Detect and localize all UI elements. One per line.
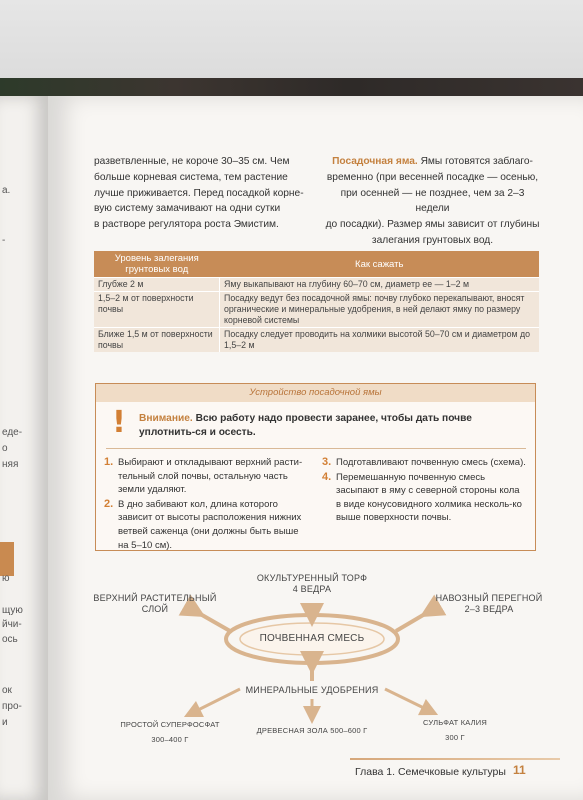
divider <box>106 448 526 449</box>
list-item <box>104 456 309 497</box>
text-line: залегания грунтовых вод. <box>371 234 494 246</box>
table-row <box>94 292 539 328</box>
step-text: Выбирают и откладывают верхний расти-тельный слой почвы, остальную часть земли удаляют. <box>118 457 303 496</box>
steps-left <box>104 456 309 553</box>
prev-page-fragment: - <box>2 235 6 246</box>
box-title: Устройство посадочной ямы <box>96 384 535 402</box>
label-line: 300–400 Г <box>151 735 189 744</box>
top-label <box>230 573 394 595</box>
table-header-cell: Уровень залегания грунтовых вод <box>94 251 220 278</box>
step-number: 4. <box>322 470 332 483</box>
label-line: 300 Г <box>445 733 465 742</box>
text-line: вую систему замачивают на одни сутки <box>94 203 281 215</box>
label-line: ВЕРХНИЙ РАСТИТЕЛЬНЫЙ <box>93 593 217 603</box>
center-label: ПОЧВЕННАЯ СМЕСЬ <box>259 633 365 644</box>
warning-body: Всю работу надо провести заранее, чтобы дать почве уплотнить-ся и осесть. <box>139 413 472 438</box>
table-cell: Яму выкапывают на глубину 60–70 см, диаметр ее — 1–2 м <box>220 278 540 292</box>
prev-page-fragment: а. <box>2 185 11 196</box>
label-line: СУЛЬФАТ КАЛИЯ <box>422 718 487 727</box>
table-row <box>94 328 539 353</box>
prev-page-accent-bar <box>0 542 14 576</box>
text-line: лучше приживается. Перед посадкой корне- <box>94 187 304 199</box>
list-item <box>104 498 309 552</box>
scanner-background <box>0 0 583 96</box>
label-line: 4 ВЕДРА <box>292 584 332 594</box>
prev-page-fragment: ю <box>2 573 10 584</box>
step-text: Перемешанную почвенную смесь засыпают в яму с северной стороны кола в виде конусовидного холмика несколь-ко выше поверхности почвы. <box>336 471 522 524</box>
table-cell: Глубже 2 м <box>94 278 220 292</box>
left-column-text <box>94 154 314 233</box>
table-cell: Посадку следует проводить на холмики высотой 50–70 см и диаметром до 1,5–2 м <box>220 328 540 353</box>
prev-page-fragment: ок <box>2 685 12 696</box>
label-line: ПРОСТОЙ СУПЕРФОСФАТ <box>120 720 220 729</box>
text-fragment: Ямы готовятся заблаго- <box>420 156 533 167</box>
label-line: 2–3 ВЕДРА <box>464 604 514 614</box>
chapter-footer: Глава 1. Семечковые культуры <box>355 766 506 778</box>
list-item <box>322 471 527 525</box>
sub-mid-label: ДРЕВЕСНАЯ ЗОЛА 500–600 Г <box>256 726 368 735</box>
step-number: 2. <box>104 497 114 510</box>
table-cell: Ближе 1,5 м от поверхности почвы <box>94 328 220 353</box>
label-line: СЛОЙ <box>141 604 169 614</box>
step-number: 1. <box>104 456 114 468</box>
page-number: 11 <box>513 763 526 777</box>
prev-page-fragment: о <box>2 443 8 454</box>
label-line: ОКУЛЬТУРЕННЫЙ ТОРФ <box>256 573 368 583</box>
steps-right <box>322 456 527 526</box>
prev-page-fragment: щую <box>2 605 23 616</box>
text-line: при осенней — не позднее, чем за 2–3 недели <box>340 187 525 215</box>
text-line <box>325 154 540 170</box>
step-text: В дно забивают кол, длина которого зависит от высоты расположения нижних ветвей саженца (они должны быть выше на 5–10 см). <box>118 498 302 551</box>
table-cell: Посадку ведут без посадочной ямы: почву глубоко перекапывают, вносят органические и минеральные удобрения, в ней делают ямку по размеру корневой системы <box>220 292 540 328</box>
groundwater-table <box>94 251 539 352</box>
warning-lead: Внимание. <box>139 413 193 424</box>
prev-page-fragment: няя <box>2 459 19 470</box>
prev-page-fragment: йчи- <box>2 619 22 630</box>
section-lead: Посадочная яма. <box>332 156 418 167</box>
step-text: Подготавливают почвенную смесь (схема). <box>336 457 526 468</box>
planting-pit-box <box>95 383 536 551</box>
sub-left-label <box>95 719 245 745</box>
list-item <box>322 456 527 470</box>
footer-divider <box>350 758 560 760</box>
prev-page-fragment: про- <box>2 701 22 712</box>
previous-page-edge <box>0 96 48 800</box>
prev-page-fragment: и <box>2 717 8 728</box>
table-row <box>94 278 539 292</box>
step-number: 3. <box>322 456 332 468</box>
bottom-label: МИНЕРАЛЬНЫЕ УДОБРЕНИЯ <box>245 685 379 695</box>
label-line: НАВОЗНЫЙ ПЕРЕГНОЙ <box>435 593 543 603</box>
warning-text <box>139 412 523 440</box>
table-cell: 1,5–2 м от поверхности почвы <box>94 292 220 328</box>
prev-page-fragment: еде- <box>2 427 23 438</box>
text-line: временно (при весенней посадке — осенью, <box>326 171 539 183</box>
prev-page-fragment: ось <box>2 634 18 645</box>
text-line: разветвленные, не короче 30–35 см. Чем <box>94 156 290 167</box>
right-label <box>418 593 560 615</box>
sub-right-label <box>400 717 510 743</box>
text-line: в растворе регулятора роста Эмистим. <box>94 219 279 231</box>
text-line: до посадки). Размер ямы зависит от глубины <box>325 219 540 231</box>
left-label <box>80 593 230 615</box>
right-column-text <box>325 154 540 249</box>
table-header-cell: Как сажать <box>220 251 540 278</box>
text-line: больше корневая система, тем растение <box>94 171 288 183</box>
soil-mix-diagram <box>80 563 560 753</box>
table-header-row <box>94 251 539 278</box>
exclamation-icon: ! <box>112 405 126 440</box>
